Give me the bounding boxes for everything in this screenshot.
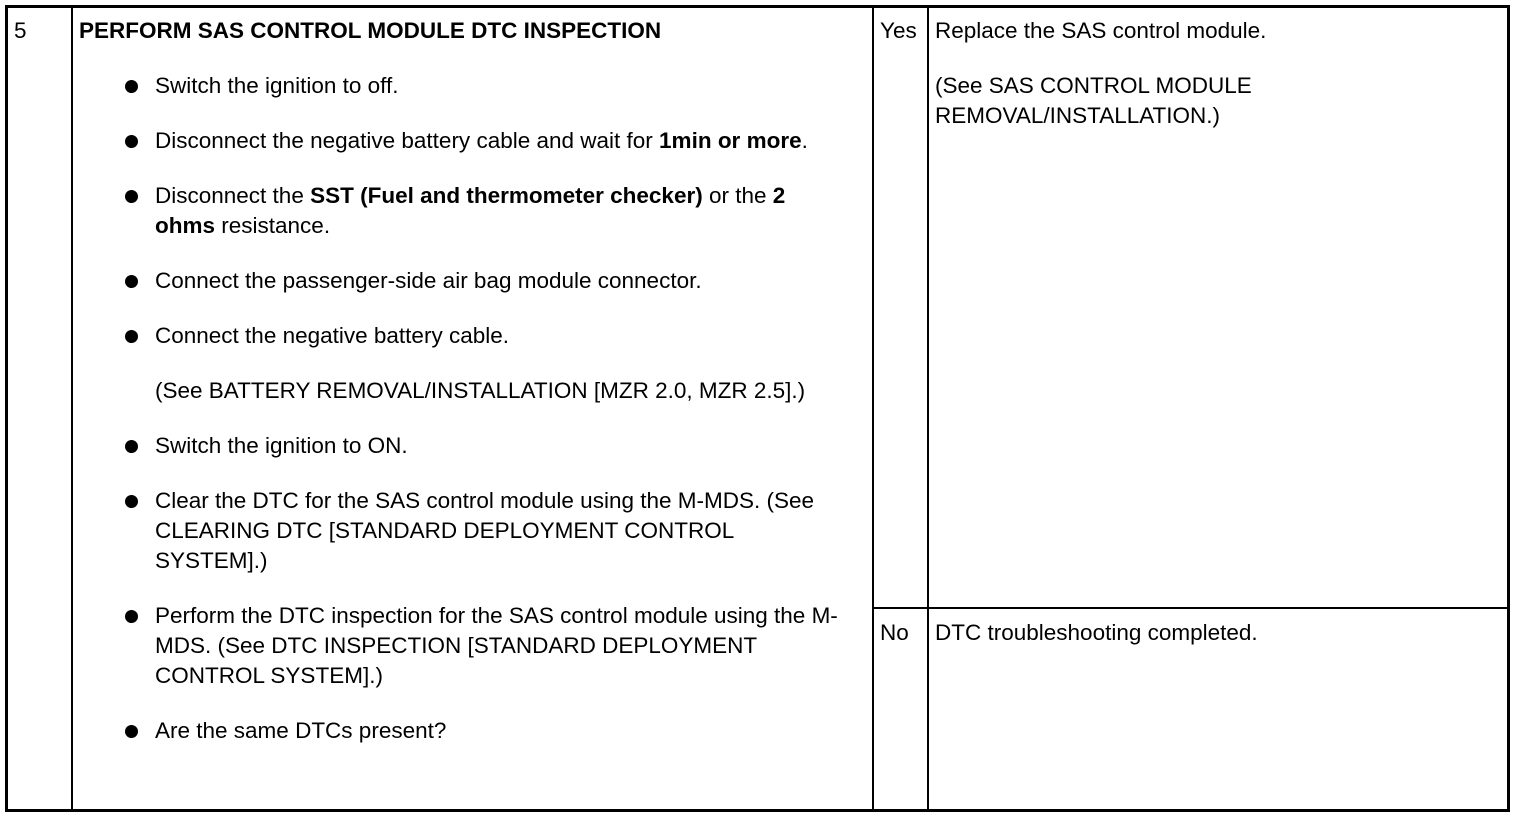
step-number: 5 bbox=[14, 18, 27, 43]
yes-action: Replace the SAS control module. bbox=[935, 18, 1267, 43]
bullet-icon bbox=[125, 495, 138, 508]
list-item: Switch the ignition to ON. bbox=[113, 431, 843, 461]
bullet-icon bbox=[125, 190, 138, 203]
list-item: Connect the negative battery cable. bbox=[113, 321, 843, 351]
bullet-icon bbox=[125, 440, 138, 453]
list-item: Switch the ignition to off. bbox=[113, 71, 843, 101]
bullet-icon bbox=[125, 275, 138, 288]
list-item: Disconnect the negative battery cable and wait for 1min or more. bbox=[113, 126, 843, 156]
yes-label: Yes bbox=[880, 18, 917, 43]
column-divider-step bbox=[71, 8, 73, 809]
no-result bbox=[935, 618, 1435, 673]
row-divider-yes-no bbox=[873, 607, 1507, 609]
list-item: Clear the DTC for the SAS control module using the M-MDS. (See CLEARING DTC [STANDARD DEPLOYMENT CONTROL SYSTEM].) bbox=[113, 486, 843, 576]
yes-reference: (See SAS CONTROL MODULE REMOVAL/INSTALLATION.) bbox=[935, 73, 1252, 128]
procedure-list bbox=[113, 71, 843, 771]
bullet-icon bbox=[125, 330, 138, 343]
step-title: PERFORM SAS CONTROL MODULE DTC INSPECTION bbox=[79, 18, 662, 43]
bullet-icon bbox=[125, 725, 138, 738]
yes-result bbox=[935, 16, 1305, 156]
bullet-icon bbox=[125, 80, 138, 93]
column-divider-answer bbox=[927, 8, 929, 809]
list-item: Are the same DTCs present? bbox=[113, 716, 843, 746]
list-item: Disconnect the SST (Fuel and thermometer checker) or the 2 ohms resistance. bbox=[113, 181, 843, 241]
list-item: Perform the DTC inspection for the SAS control module using the M-MDS. (See DTC INSPECTION [STANDARD DEPLOYMENT CONTROL SYSTEM].) bbox=[113, 601, 843, 691]
no-action: DTC troubleshooting completed. bbox=[935, 620, 1258, 645]
bullet-icon bbox=[125, 135, 138, 148]
reference-note: (See BATTERY REMOVAL/INSTALLATION [MZR 2.0, MZR 2.5].) bbox=[155, 378, 806, 403]
bullet-icon bbox=[125, 610, 138, 623]
list-item: Connect the passenger-side air bag module connector. bbox=[113, 266, 843, 296]
no-label: No bbox=[880, 620, 909, 645]
inspection-table bbox=[5, 5, 1510, 812]
column-divider-procedure bbox=[872, 8, 874, 809]
